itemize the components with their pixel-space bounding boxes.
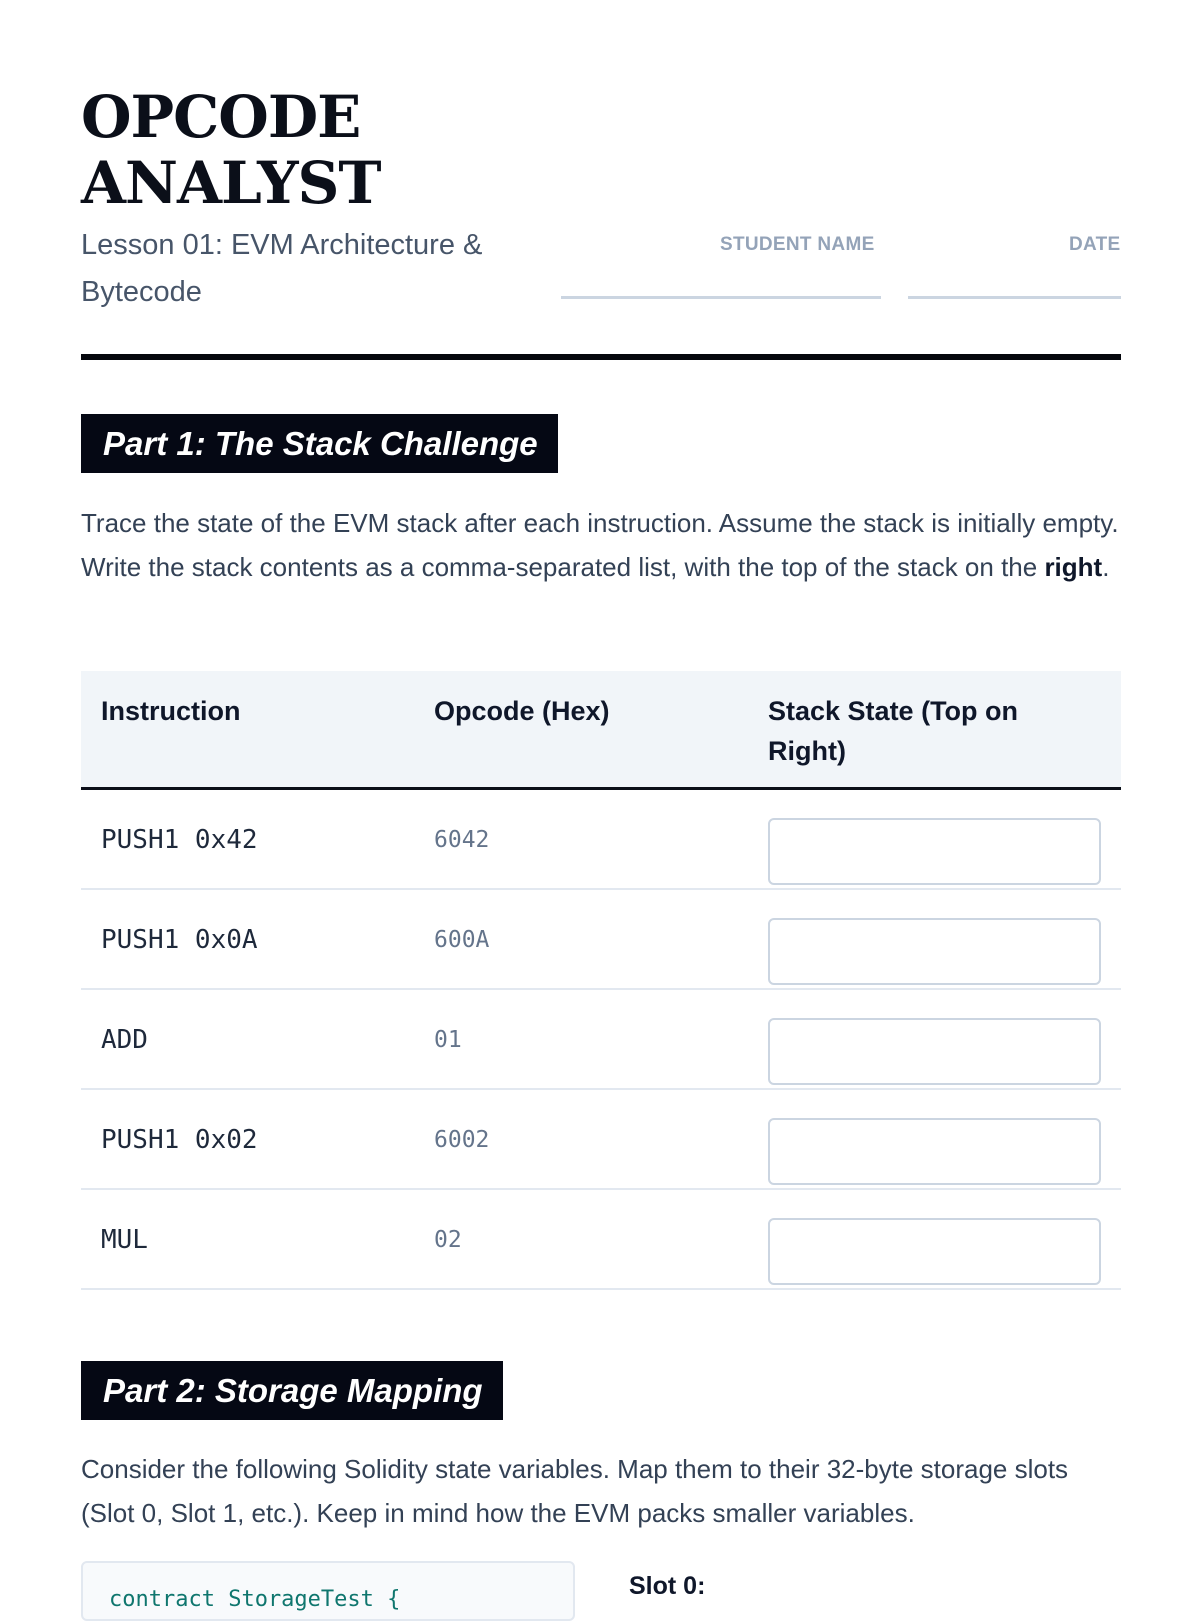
stack-state-input[interactable] bbox=[768, 818, 1101, 885]
opcode-cell: 600A bbox=[434, 927, 490, 953]
stack-state-input[interactable] bbox=[768, 1018, 1101, 1085]
date-field[interactable] bbox=[908, 296, 1121, 299]
lesson-subtitle: Lesson 01: EVM Architecture & Bytecode bbox=[81, 229, 483, 308]
header-stack-state: Stack State (Top on Right) bbox=[768, 696, 1019, 766]
instruction-cell: ADD bbox=[101, 1025, 148, 1055]
part1-heading: Part 1: The Stack Challenge bbox=[81, 414, 558, 473]
header-instruction: Instruction bbox=[101, 696, 241, 726]
table-row bbox=[81, 890, 1121, 990]
stack-state-input[interactable] bbox=[768, 1118, 1101, 1185]
part1-instructions-end: . bbox=[1102, 551, 1110, 582]
opcode-cell: 6002 bbox=[434, 1127, 490, 1153]
table-row bbox=[81, 790, 1121, 890]
instruction-cell: MUL bbox=[101, 1225, 148, 1255]
instruction-cell: PUSH1 0x02 bbox=[101, 1125, 258, 1155]
instruction-cell: PUSH1 0x42 bbox=[101, 825, 258, 855]
table-header bbox=[81, 671, 1121, 790]
stack-table bbox=[81, 671, 1121, 1290]
table-row bbox=[81, 990, 1121, 1090]
stack-state-input[interactable] bbox=[768, 918, 1101, 985]
slot-0-label: Slot 0: bbox=[629, 1572, 706, 1600]
instruction-cell: PUSH1 0x0A bbox=[101, 925, 258, 955]
part1-instructions-text: Trace the state of the EVM stack after each instruction. Assume the stack is initially empty. Write the stack contents as a comma-separated list, with the top of the stack on the bbox=[81, 508, 1119, 582]
header-divider bbox=[81, 354, 1121, 360]
part1-instructions bbox=[81, 502, 1126, 589]
page-title: OPCODE ANALYST bbox=[81, 83, 381, 217]
table-row bbox=[81, 1090, 1121, 1190]
opcode-cell: 6042 bbox=[434, 827, 490, 853]
part1-instructions-emphasis: right bbox=[1044, 551, 1103, 582]
date-label: DATE bbox=[1069, 234, 1121, 255]
opcode-cell: 01 bbox=[434, 1027, 462, 1053]
opcode-cell: 02 bbox=[434, 1227, 462, 1253]
code-line: contract StorageTest { bbox=[109, 1587, 401, 1612]
solidity-code-block bbox=[81, 1561, 575, 1621]
student-name-field[interactable] bbox=[561, 296, 881, 299]
stack-state-input[interactable] bbox=[768, 1218, 1101, 1285]
part2-heading: Part 2: Storage Mapping bbox=[81, 1361, 503, 1420]
header-opcode: Opcode (Hex) bbox=[434, 696, 610, 726]
table-row bbox=[81, 1190, 1121, 1290]
student-name-label: STUDENT NAME bbox=[720, 234, 875, 255]
part2-instructions: Consider the following Solidity state variables. Map them to their 32-byte storage slots (Slot 0, Slot 1, etc.). Keep in mind how the EVM packs smaller variables. bbox=[81, 1454, 1069, 1528]
